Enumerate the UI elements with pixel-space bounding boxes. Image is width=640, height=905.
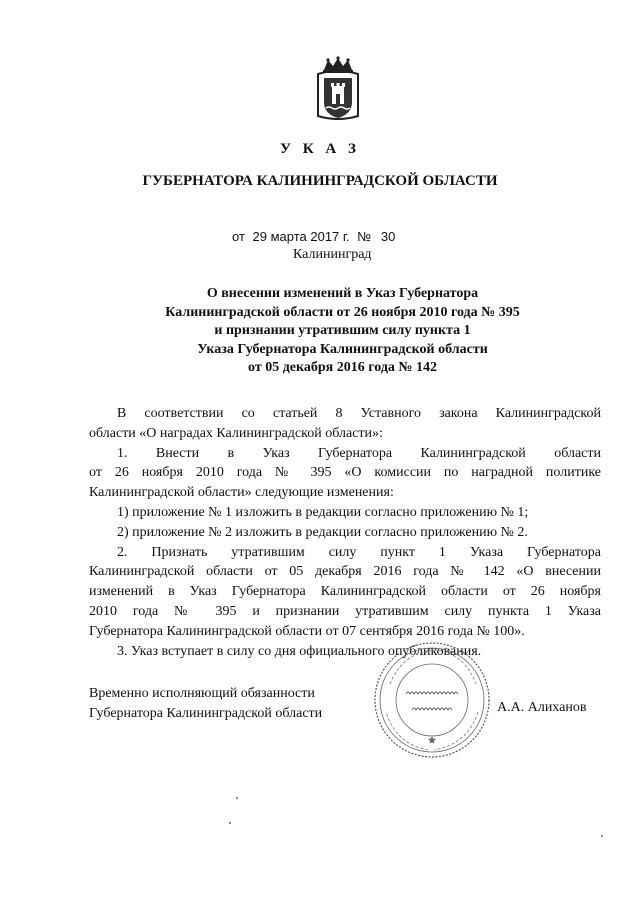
heading-line: О внесении изменений в Указ Губернатора [206, 286, 479, 301]
document-number: 30 [380, 229, 396, 244]
body-line: 1. Внести в Указ Губернатора Калининградской области [117, 445, 601, 461]
document-heading [110, 285, 575, 378]
body-line: области «О наградах Калининградской области»: [89, 425, 383, 441]
body-line: 2. Признать утратившим силу пункт 1 Указа Губернатора [117, 544, 601, 560]
scan-speck [229, 822, 231, 824]
scan-speck [601, 835, 603, 837]
body-line: Губернатора Калининградской области от 07 сентября 2016 года № 100». [89, 623, 525, 639]
document-city: Калининград [293, 247, 372, 262]
body-line: изменений в Указ Губернатора Калининградской области от 26 ноября [89, 584, 601, 600]
scan-speck [236, 797, 238, 799]
signatory-position [89, 684, 322, 724]
document-issuer: ГУБЕРНАТОРА КАЛИНИНГРАДСКОЙ ОБЛАСТИ [142, 173, 498, 189]
body-line: 2010 года № 395 и признании утратившим силу пункта 1 Указа [89, 603, 601, 619]
heading-line: Указа Губернатора Калининградской области [197, 341, 488, 357]
document-date: 29 марта 2017 г. [252, 229, 350, 244]
number-prefix: № [357, 229, 372, 244]
document-body [89, 404, 601, 661]
coat-of-arms-emblem [314, 56, 362, 124]
signatory-name: А.А. Алиханов [497, 700, 587, 715]
official-stamp [372, 640, 492, 760]
document-title: У К А З [280, 141, 360, 157]
heading-line: и признании утратившим силу пункта 1 [214, 323, 471, 339]
signatory-position-line: Губернатора Калининградской области [89, 706, 323, 721]
body-line: 1) приложение № 1 изложить в редакции согласно приложению № 1; [117, 504, 529, 520]
date-number-line [232, 229, 395, 244]
heading-line: от 05 декабря 2016 года № 142 [248, 360, 437, 376]
body-line: 3. Указ вступает в силу со дня официального опубликования. [117, 643, 482, 659]
date-prefix: от [232, 229, 245, 244]
body-line: Калининградской области от 05 декабря 2016 года № 142 «О внесении [89, 564, 601, 580]
body-line: Калининградской области» следующие изменения: [89, 485, 394, 501]
body-line: В соответствии со статьей 8 Уставного закона Калининградской [117, 406, 601, 421]
heading-line: Калининградской области от 26 ноября 2010 года № 395 [165, 304, 520, 320]
body-line: 2) приложение № 2 изложить в редакции согласно приложению № 2. [117, 524, 528, 540]
body-line: от 26 ноября 2010 года № 395 «О комиссии по наградной политике [89, 465, 601, 481]
signatory-position-line: Временно исполняющий обязанности [89, 686, 315, 701]
